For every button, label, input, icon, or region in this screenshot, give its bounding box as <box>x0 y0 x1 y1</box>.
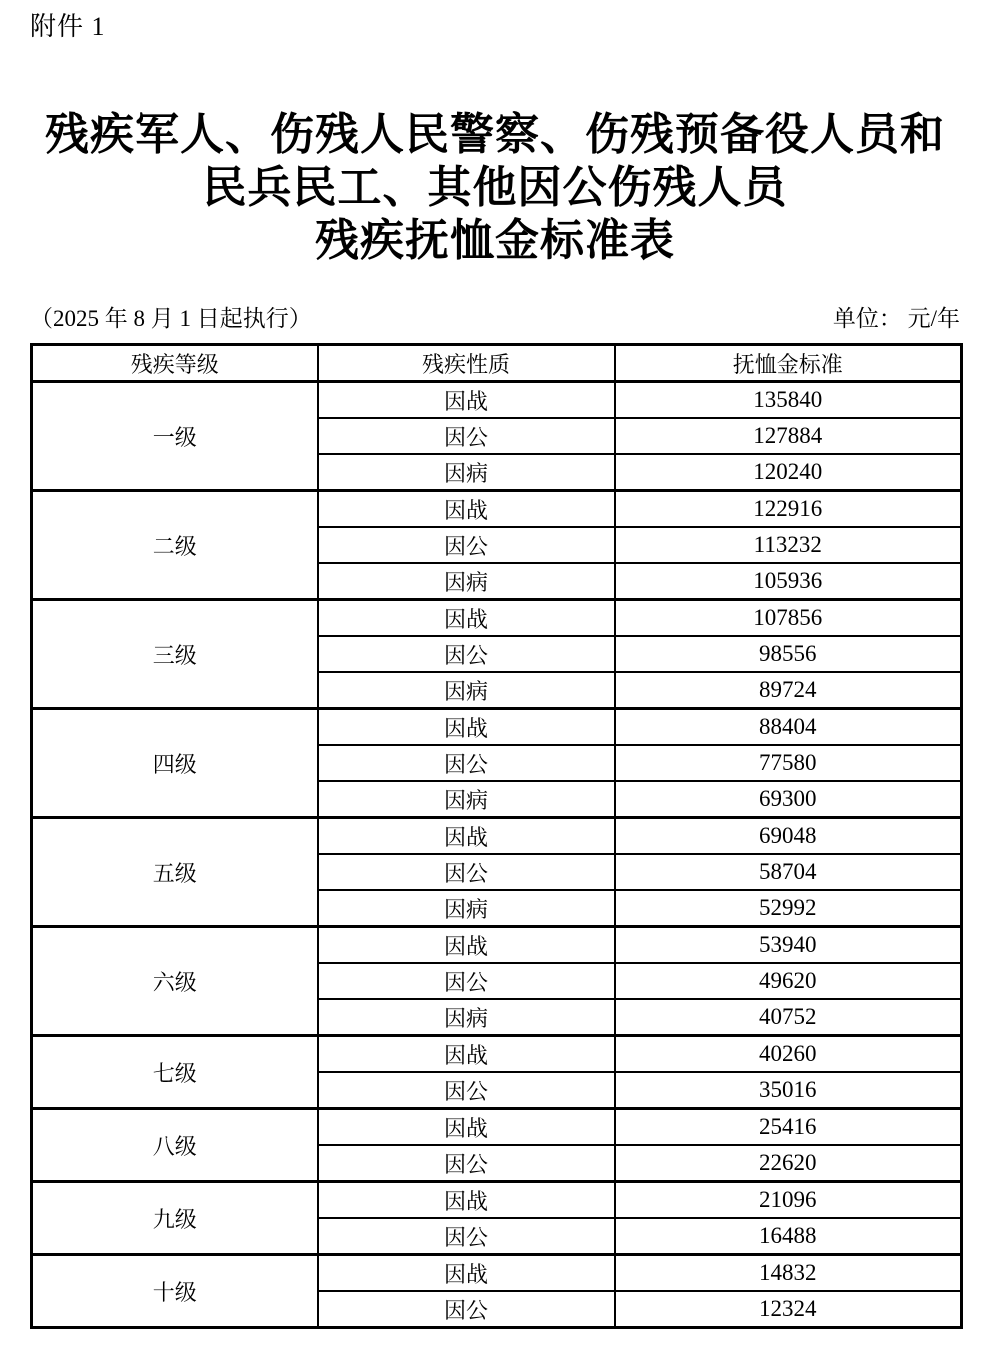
header-disability-level: 残疾等级 <box>32 345 318 382</box>
pension-standards-table <box>30 343 963 1329</box>
nature-cell: 因公 <box>318 1145 615 1182</box>
amount-cell: 88404 <box>615 709 962 746</box>
amount-cell: 35016 <box>615 1072 962 1109</box>
nature-cell: 因公 <box>318 1291 615 1328</box>
amount-cell: 120240 <box>615 454 962 491</box>
nature-cell: 因公 <box>318 418 615 454</box>
amount-cell: 69048 <box>615 818 962 855</box>
nature-cell: 因公 <box>318 1218 615 1255</box>
amount-cell: 53940 <box>615 927 962 964</box>
amount-cell: 105936 <box>615 563 962 600</box>
nature-cell: 因战 <box>318 818 615 855</box>
page-title <box>0 108 990 267</box>
nature-cell: 因公 <box>318 1072 615 1109</box>
nature-cell: 因公 <box>318 527 615 563</box>
level-cell: 十级 <box>32 1255 318 1328</box>
unit-label: 单位： 元/年 <box>832 306 960 331</box>
table-header-row <box>32 345 962 382</box>
amount-cell: 40260 <box>615 1036 962 1073</box>
amount-cell: 52992 <box>615 890 962 927</box>
amount-cell: 122916 <box>615 491 962 528</box>
level-cell: 二级 <box>32 491 318 600</box>
nature-cell: 因病 <box>318 781 615 818</box>
amount-cell: 107856 <box>615 600 962 637</box>
table-row <box>32 818 962 855</box>
nature-cell: 因病 <box>318 999 615 1036</box>
table-row <box>32 382 962 419</box>
nature-cell: 因战 <box>318 600 615 637</box>
effective-date-label: （2025 年 8 月 1 日起执行） <box>30 306 312 331</box>
amount-cell: 12324 <box>615 1291 962 1328</box>
level-cell: 一级 <box>32 382 318 491</box>
amount-cell: 135840 <box>615 382 962 419</box>
nature-cell: 因病 <box>318 890 615 927</box>
level-cell: 六级 <box>32 927 318 1036</box>
amount-cell: 40752 <box>615 999 962 1036</box>
amount-cell: 16488 <box>615 1218 962 1255</box>
amount-cell: 98556 <box>615 636 962 672</box>
amount-cell: 69300 <box>615 781 962 818</box>
nature-cell: 因战 <box>318 1109 615 1146</box>
level-cell: 四级 <box>32 709 318 818</box>
amount-cell: 25416 <box>615 1109 962 1146</box>
level-cell: 八级 <box>32 1109 318 1182</box>
title-line-1: 残疾军人、伤残人民警察、伤残预备役人员和 <box>45 110 945 159</box>
nature-cell: 因战 <box>318 1036 615 1073</box>
nature-cell: 因公 <box>318 636 615 672</box>
nature-cell: 因战 <box>318 491 615 528</box>
table-row <box>32 1109 962 1146</box>
table-row <box>32 927 962 964</box>
level-cell: 七级 <box>32 1036 318 1109</box>
title-line-3: 残疾抚恤金标准表 <box>315 216 675 265</box>
table-row <box>32 491 962 528</box>
nature-cell: 因病 <box>318 672 615 709</box>
attachment-label: 附件 1 <box>30 12 106 41</box>
table-row <box>32 709 962 746</box>
nature-cell: 因战 <box>318 927 615 964</box>
nature-cell: 因战 <box>318 709 615 746</box>
title-line-2: 民兵民工、其他因公伤残人员 <box>202 163 788 212</box>
table-row <box>32 1255 962 1292</box>
amount-cell: 89724 <box>615 672 962 709</box>
nature-cell: 因战 <box>318 382 615 419</box>
nature-cell: 因病 <box>318 563 615 600</box>
meta-row <box>30 300 960 333</box>
nature-cell: 因战 <box>318 1182 615 1219</box>
nature-cell: 因战 <box>318 1255 615 1292</box>
header-pension-standard: 抚恤金标准 <box>615 345 962 382</box>
nature-cell: 因公 <box>318 854 615 890</box>
amount-cell: 77580 <box>615 745 962 781</box>
nature-cell: 因病 <box>318 454 615 491</box>
level-cell: 五级 <box>32 818 318 927</box>
amount-cell: 21096 <box>615 1182 962 1219</box>
nature-cell: 因公 <box>318 745 615 781</box>
amount-cell: 127884 <box>615 418 962 454</box>
level-cell: 九级 <box>32 1182 318 1255</box>
level-cell: 三级 <box>32 600 318 709</box>
amount-cell: 58704 <box>615 854 962 890</box>
header-disability-nature: 残疾性质 <box>318 345 615 382</box>
amount-cell: 22620 <box>615 1145 962 1182</box>
nature-cell: 因公 <box>318 963 615 999</box>
amount-cell: 49620 <box>615 963 962 999</box>
amount-cell: 113232 <box>615 527 962 563</box>
table-row <box>32 1036 962 1073</box>
table-row <box>32 600 962 637</box>
table-row <box>32 1182 962 1219</box>
amount-cell: 14832 <box>615 1255 962 1292</box>
